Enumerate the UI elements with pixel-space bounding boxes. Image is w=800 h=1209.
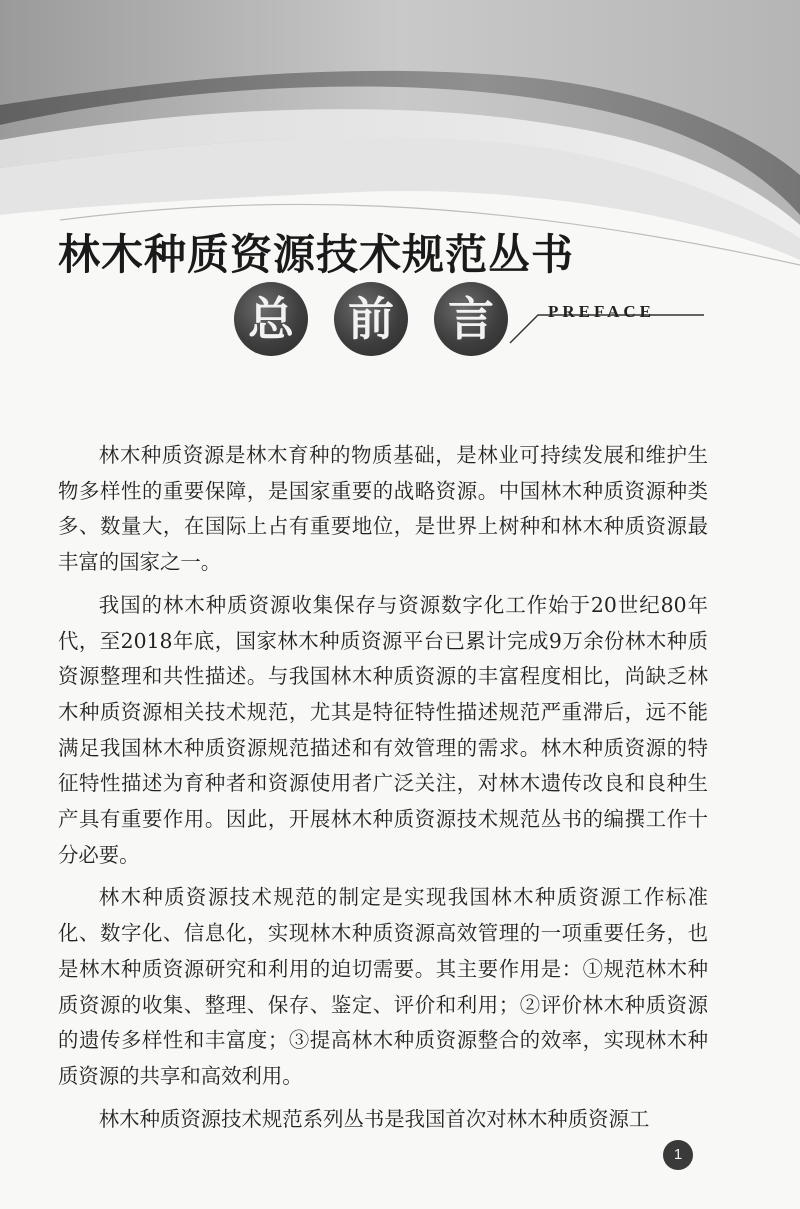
heading-char-1: 总 [234,282,308,356]
paragraph: 林木种质资源是林木育种的物质基础，是林业可持续发展和维护生物多样性的重要保障，是国家重要的战略资源。中国林木种质资源种类多、数量大，在国际上占有重要地位，是世界上树种和林木种质资源最丰富的国家之一。 [58,443,708,575]
body-text [58,438,708,1144]
paragraph: 林木种质资源技术规范系列丛书是我国首次对林木种质资源工 [98,1106,650,1131]
preface-english-label: PREFACE [548,302,656,321]
heading-char-3: 言 [434,282,508,356]
page-number: 1 [663,1140,693,1170]
series-title: 林木种质资源技术规范丛书 [58,230,575,279]
paragraph: 林木种质资源技术规范的制定是实现我国林木种质资源工作标准化、数字化、信息化，实现林木种质资源高效管理的一项重要任务，也是林木种质资源研究和利用的迫切需要。其主要作用是：①规范林木种质资源的收集、整理、保存、鉴定、评价和利用；②评价林木种质资源的遗传多样性和丰富度；③提高林木种质资源整合的效率，实现林木种质资源的共享和高效利用。 [58,885,708,1088]
heading-char-2: 前 [334,282,408,356]
paragraph: 我国的林木种质资源收集保存与资源数字化工作始于20世纪80年代，至2018年底，国家林木种质资源平台已累计完成9万余份林木种质资源整理和共性描述。与我国林木种质资源的丰富程度相比，尚缺乏林木种质资源相关技术规范，尤其是特征特性描述规范严重滞后，远不能满足我国林木种质资源规范描述和有效管理的需求。林木种质资源的特征特性描述为育种者和资源使用者广泛关注，对林木遗传改良和良种生产具有重要作用。因此，开展林木种质资源技术规范丛书的编撰工作十分必要。 [58,592,708,867]
